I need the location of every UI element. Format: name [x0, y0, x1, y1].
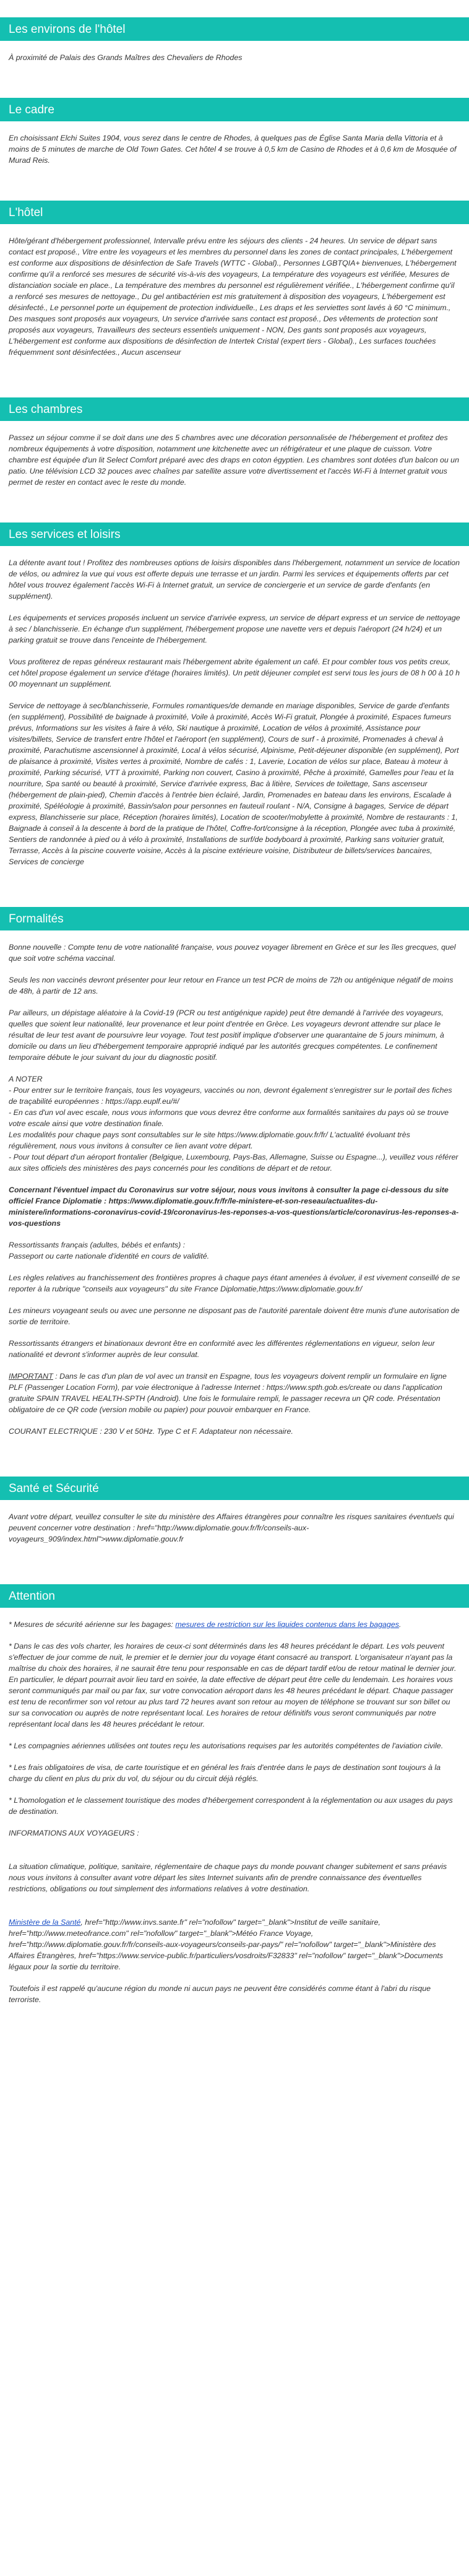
- paragraph: Vous profiterez de repas généreux restaurant mais l'hébergement abrite également un café. Et pour combler tous vos petits creux, cet hôtel propose également un service d'étage (horaires limités). Un petit déjeuner complet est servi tous les jours de 08 h 00 à 10 h 00 moyennant un supplément.: [9, 657, 460, 688]
- paragraph: Service de nettoyage à sec/blanchisserie, Formules romantiques/de demande en mariage disponibles, Service de garde d'enfants (en supplément), Possibilité de baignade à proximité, Voile à proximité, Accès Wi-Fi gratuit, Plongée à proximité, Espaces fumeurs prévus, Informations sur les visites à faire à vélo, Ski nautique à proximité, Location de vélos à proximité, Assistance pour visites/billets, Service de transfert entre l'hôtel et l'aéroport (en supplément), Cours de surf - à proximité, Promenades à cheval à proximité, Parachutisme ascensionnel à proximité, Local à vélos sécurisé, Alpinisme, Petit-déjeuner disponible (en supplément), Port de plaisance à proximité, Visites vertes à proximité, Nombre de cafés : 1, Laverie, Location de vélos sur place, Bateau à moteur à proximité, Parking sécurisé, VTT à proximité, Parking non couvert, Casino à proximité, Pêche à proximité, Gamelles pour l'eau et la nourriture, Spa santé ou beauté à proximité, Service d'arrivée express, Bac à litière, Services de toilettage, Sans ascenseur (hébergement de plain-pied), Chemin d'accès à l'entrée bien éclairé, Jardin, Promenades en bateau dans les environs, Escalade à proximité, Spéléologie à proximité, Bassin/salon pour personnes en fauteuil roulant - N/A, Consigne à bagages, Service de départ express, Blanchisserie sur place, Réception (horaires limités), Location de scooter/mobylette à proximité, Nombre de restaurants : 1, Baignade à conseil à la descente à bord de la pratique de l'hôtel, Coffre-fort/consigne à la réception, Plongée avec tuba à proximité, Sentiers de randonnée à pied ou à vélo à proximité, Installations de surf/de bodyboard à proximité, Parking sans voiturier gratuit, Terrasse, Accès à la piscine couverte voisine, Accès à la piscine extérieure voisine, Distributeur de billets/services bancaires, Services de concierge: [9, 701, 459, 866]
- section-content: [0, 52, 469, 63]
- paragraph: Par ailleurs, un dépistage aléatoire à la Covid-19 (PCR ou test antigénique rapide) peut être demandé à l'arrivée des voyageurs, quelles que soient leur nationalité, leur provenance et leur point d'entrée en Grèce. Les voyageurs devront attendre sur place le résultat de leur test avant de poursuivre leur voyage. Tout test positif implique d'observer une quarantaine de 5 jours minimum, à domicile ou dans un lieu d'hébergement temporaire approprié indiqué par les autorités grecques compétentes. Le confinement temporaire débute le jour suivant du jour du diagnostic positif.: [9, 1008, 444, 1062]
- paragraph: En choisissant Elchi Suites 1904, vous serez dans le centre de Rhodes, à quelques pas de Église Santa Maria della Vittoria et à moins de 5 minutes de marche de Old Town Gates. Cet hôtel 4 se trouve à 0,5 km de Casino de Rhodes et à 0,6 km de Mosquée of Murad Reis.: [9, 134, 457, 165]
- section-content: [0, 432, 469, 488]
- section-title: Formalités: [0, 907, 469, 930]
- section-title: L'hôtel: [0, 201, 469, 224]
- paragraph: La situation climatique, politique, sanitaire, réglementaire de chaque pays du monde pouvant changer subitement et sans préavis nous vous invitons à consulter avant votre départ les sites Internet suivants afin de prendre connaissance des éventuelles restrictions, obligations ou tout simplement des informations relatives à votre destination.: [9, 1862, 447, 1893]
- paragraph-bold: Concernant l'éventuel impact du Coronavirus sur votre séjour, nous vous invitons à consulter la page ci-dessous du site officiel France Diplomatie : https://www.diplomatie.gouv.fr/fr/le-ministere-et-son-reseau/actualites-du-ministere/informations-coronavirus-covid-19/coronavirus-les-reponses-a-vos-questions/article/coronavirus-les-reponses-a-vos-questions: [9, 1186, 459, 1228]
- section-content: [0, 1619, 469, 2005]
- section-title: Le cadre: [0, 98, 469, 121]
- paragraph: Les mineurs voyageant seuls ou avec une personne ne disposant pas de l'autorité parentale doivent être munis d'une autorisation de sortie de territoire.: [9, 1306, 460, 1326]
- note-line: - Pour entrer sur le territoire français, tous les voyageurs, vaccinés ou non, devront également s'enregistrer sur le portail des fiches de traçabilité européennes : https://app.euplf.eu/#/: [9, 1086, 452, 1106]
- paragraph: Ressortissants français (adultes, bébés et enfants) : Passeport ou carte nationale d'identité en cours de validité.: [9, 1241, 210, 1260]
- paragraph: * Dans le cas des vols charter, les horaires de ceux-ci sont déterminés dans les 48 heures précédant le départ. Les vols peuvent s'effectuer de jour comme de nuit, le premier et le dernier jour du voyage étant consacré au transport. L'organisateur n'ayant pas la maîtrise du choix des horaires, il ne saurait être tenu pour responsable en cas de départ tardif et/ou de retour matinal le dernier jour. En particulier, le départ pourrait avoir lieu tard en soirée, la date effective de départ peut être celle du lendemain. Les horaires vous seront communiqués par mail ou par fax, sur votre convocation aéroport dans les 48 heures précédant le départ. Chaque passager est tenu de reconfirmer son vol retour au plus tard 72 heures avant son retour au moyen de téléphone se trouvant sur son billet ou sur sa convocation ou auprès de notre représentant local. Les horaires de retour définitifs vous seront communiqués par notre représentant local dans les 48 heures précédant le retour.: [9, 1642, 457, 1728]
- paragraph: * Les frais obligatoires de visa, de carte touristique et en général les frais d'entrée dans le pays de destination sont toujours à la charge du client en plus du prix du vol, du séjour ou du circuit déjà réglés.: [9, 1763, 441, 1783]
- paragraph: IMPORTANT : Dans le cas d'un plan de vol avec un transit en Espagne, tous les voyageurs doivent remplir un formulaire en ligne PLF (Passenger Location Form), par voie électronique à l'adresse Internet : https://www.spth.gob.es/create ou dans l'application gratuite SPAIN TRAVEL HEALTH-SPTH (Android). Une fois le formulaire rempli, le passager recevra un QR code. Présentation obligatoire de ce QR code (version mobile ou papier) pour pouvoir embarquer en France.: [9, 1372, 447, 1414]
- paragraph: * L'homologation et le classement touristique des modes d'hébergement correspondent à la réglementation ou aux usages du pays de destination.: [9, 1796, 453, 1816]
- cadre-section: [0, 98, 469, 166]
- paragraph: INFORMATIONS AUX VOYAGEURS :: [9, 1829, 139, 1837]
- paragraph: Avant votre départ, veuillez consulter le site du ministère des Affaires étrangères pour connaître les risques sanitaires éventuels qui peuvent concerner votre destination : href="http://www.diplomatie.gouv.fr/fr/conseils-aux-voyageurs_909/index.html">www.diplomatie.gouv.fr: [9, 1512, 454, 1543]
- section-title: Les chambres: [0, 397, 469, 421]
- paragraph: À proximité de Palais des Grands Maîtres des Chevaliers de Rhodes: [9, 53, 243, 62]
- section-content: [0, 235, 469, 358]
- note-block: [9, 1073, 460, 1174]
- section-content: [0, 132, 469, 166]
- paragraph: Bonne nouvelle : Compte tenu de votre nationalité française, vous pouvez voyager librement en Grèce et sur les îles grecques, quel que soit votre schéma vaccinal.: [9, 943, 456, 963]
- liquids-restriction-link[interactable]: mesures de restriction sur les liquides contenus dans les bagages: [175, 1620, 399, 1629]
- paragraph: COURANT ELECTRIQUE : 230 V et 50Hz. Type C et F. Adaptateur non nécessaire.: [9, 1427, 293, 1436]
- section-content: [0, 942, 469, 1437]
- chambres-section: [0, 397, 469, 488]
- section-title: Les environs de l'hôtel: [0, 17, 469, 41]
- attention-section: [0, 1584, 469, 2005]
- sante-section: [0, 1477, 469, 1545]
- paragraph: La détente avant tout ! Profitez des nombreuses options de loisirs disponibles dans l'hébergement, notamment un service de location de vélos, ou admirez la vue qui vous est offerte depuis une terrasse et un jardin. Parmi les services et équipements offerts par cet hôtel vous trouvez également l'accès Wi-Fi à Internet gratuit, un service de conciergerie et un service de garde d'enfants (en supplément).: [9, 558, 460, 601]
- note-line: Les modalités pour chaque pays sont consultables sur le site https://www.diplomatie.gouv.fr/fr/ L'actualité évoluant très régulièrement, nous vous invitons à consulter ce lien avant votre départ.: [9, 1130, 410, 1150]
- section-title: Santé et Sécurité: [0, 1477, 469, 1500]
- paragraph: Les équipements et services proposés incluent un service d'arrivée express, un service de départ express et un service de nettoyage à sec / blanchisserie. En échange d'un supplément, l'hébergement propose une navette vers et depuis l'aéroport (24 h/24) et un parking gratuit se trouve dans l'enceinte de l'hébergement.: [9, 614, 460, 644]
- formalites-section: [0, 907, 469, 1437]
- paragraph: Ministère de la Santé, href="http://www.invs.sante.fr" rel="nofollow" target="_blank">Institut de veille sanitaire, href="http://www.meteofrance.com" rel="nofollow" target="_blank">Météo France Voyage, href="http://www.diplomatie.gouv.fr/fr/conseils-aux-voyageurs/conseils-par-pays/" rel="nofollow" target="_blank">Ministère des Affaires Étrangères, href="https://www.service-public.fr/particuliers/vosdroits/F32833" rel="nofollow" target="_blank">Documents légaux pour la sortie du territoire.: [9, 1918, 444, 1971]
- environs-section: [0, 17, 469, 63]
- paragraph: * Mesures de sécurité aérienne sur les bagages: mesures de restriction sur les liquides contenus dans les bagages.: [9, 1620, 402, 1629]
- paragraph: Les règles relatives au franchissement des frontières propres à chaque pays étant amenées à évoluer, il est vivement conseillé de se reporter à la rubrique "conseils aux voyageurs" du site France Diplomatie,https://www.diplomatie.gouv.fr/: [9, 1273, 460, 1293]
- section-content: [0, 557, 469, 867]
- paragraph: Ressortissants étrangers et binationaux devront être en conformité avec les différentes réglementations en vigueur, selon leur nationalité et devront s'informer auprès de leur consulat.: [9, 1339, 435, 1359]
- paragraph: Passez un séjour comme il se doit dans une des 5 chambres avec une décoration personnalisée de l'hébergement et profitez des nombreux équipements à votre disposition, notamment une kitchenette avec un réfrigérateur et une plaque de cuisson. Votre chambre est équipée d'un lit Select Comfort préparé avec des draps en coton égyptien. Les chambres sont dotées d'un balcon ou un patio. Une télévision LCD 32 pouces avec chaînes par satellite assure votre divertissement et l'accès Wi-Fi à Internet gratuit vous permet de rester en contact avec le reste du monde.: [9, 433, 459, 487]
- important-label: IMPORTANT: [9, 1372, 53, 1381]
- section-title: Attention: [0, 1584, 469, 1608]
- hotel-section: [0, 201, 469, 358]
- paragraph: Seuls les non vaccinés devront présenter pour leur retour en France un test PCR de moins de 72h ou antigénique négatif de moins de 48h, à partir de 12 ans.: [9, 976, 454, 995]
- section-title: Les services et loisirs: [0, 523, 469, 546]
- paragraph: * Les compagnies aériennes utilisées ont toutes reçu les autorisations requises par les autorités compétentes de l'aviation civile.: [9, 1741, 444, 1750]
- note-line: - Pour tout départ d'un aéroport frontalier (Belgique, Luxembourg, Pays-Bas, Allemagne, Suisse ou Espagne...), veuillez vous référer aux sites officiels des ministères des pays concernés pour les conditions de départ et de retour.: [9, 1153, 458, 1173]
- note-line: - En cas d'un vol avec escale, nous vous informons que vous devrez être conforme aux formalités sanitaires du pays où se trouve votre escale ainsi que votre destination finale.: [9, 1108, 449, 1128]
- paragraph: Toutefois il est rappelé qu'aucune région du monde ni aucun pays ne peuvent être considérés comme étant à l'abri du risque terroriste.: [9, 1984, 431, 2004]
- paragraph: Hôte/gérant d'hébergement professionnel, Intervalle prévu entre les séjours des clients - 24 heures. Un service de départ sans contact est proposé., Vitre entre les voyageurs et les membres du personnel dans les zones de contact principales, L'hébergement est conforme aux dispositions de désinfection de Safe Travels (WTTC - Global)., Personnes LGBTQIA+ bienvenues, L'hébergement confirme qu'il a renforcé ses mesures de sécurité vis-à-vis des voyageurs, La température des voyageurs est vérifiée, Mesures de distanciation sociale en place., La température des membres du personnel est régulièrement vérifiée., L'hébergement confirme qu'il a renforcé ses mesures de nettoyage., Du gel antibactérien est mis gratuitement à disposition des voyageurs, L'hébergement est désinfecté., Le personnel porte un équipement de protection individuelle., Les draps et les serviettes sont lavés à 60 °C minimum., Des masques sont proposés aux voyageurs, Un service d'arrivée sans contact est proposé., Des vêtements de protection sont proposés aux voyageurs, Travailleurs des secteurs essentiels uniquement - NON, Des gants sont proposés aux voyageurs, L'hébergement est conforme aux dispositions de désinfection de Intertek Cristal (expert tiers - Global)., Les surfaces touchées fréquemment sont désinfectées., Aucun ascenseur: [9, 236, 457, 357]
- services-section: [0, 523, 469, 867]
- section-content: [0, 1511, 469, 1545]
- note-label: A NOTER: [9, 1075, 43, 1083]
- ministere-sante-link[interactable]: Ministère de la Santé: [9, 1918, 81, 1927]
